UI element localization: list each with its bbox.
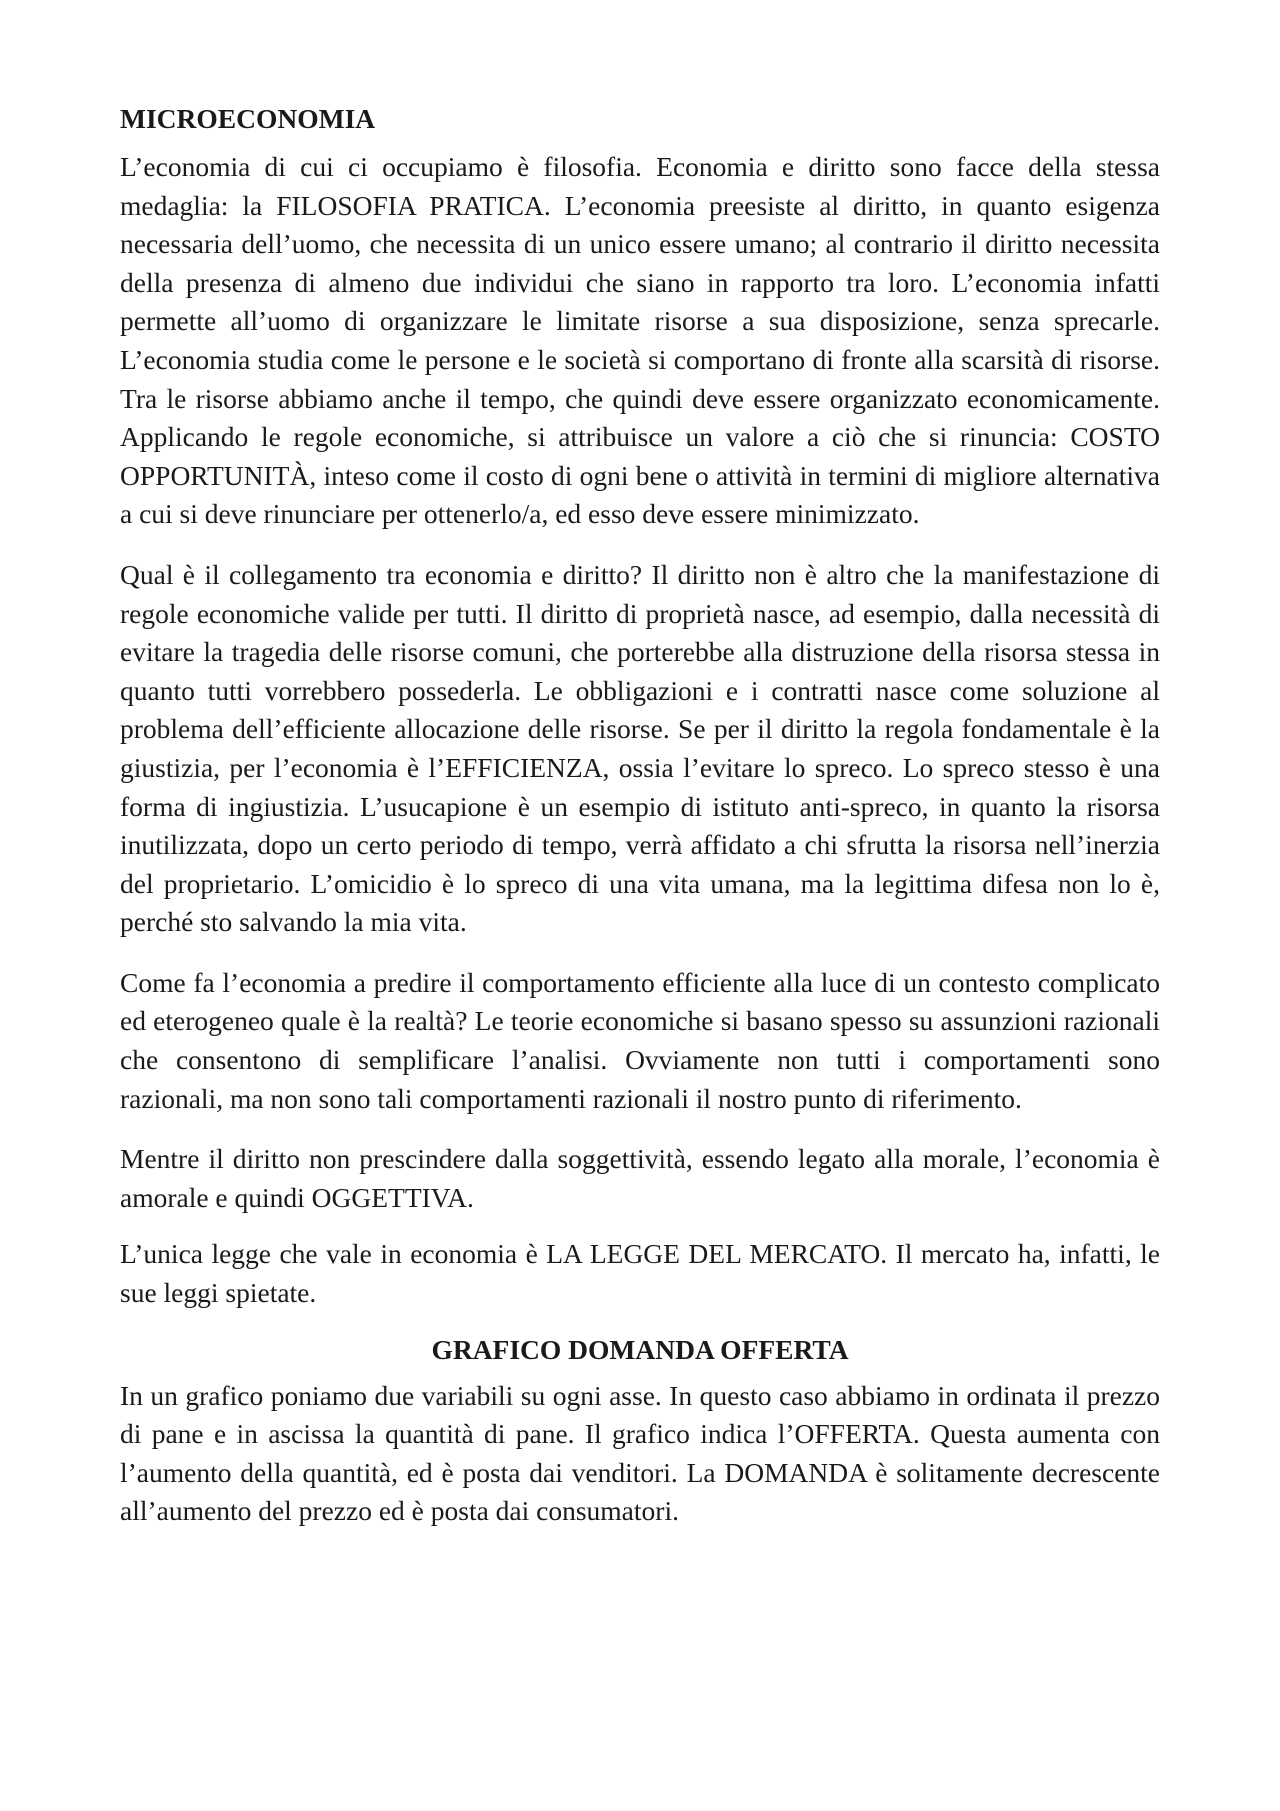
section-title: GRAFICO DOMANDA OFFERTA	[431, 1333, 849, 1365]
paragraph-market-law: L’unica legge che vale in economia è LA LEGGE DEL MERCATO. Il mercato ha, infatti, le sue leggi spietate.	[120, 1238, 1160, 1309]
paragraph-supply-demand: In un grafico poniamo due variabili su ogni asse. In questo caso abbiamo in ordinata il prezzo di pane e in ascissa la quantità di pane. Il grafico indica l’OFFERTA. Questa aumenta con l’aumento della quantità, ed è posta dai venditori. La DOMANDA è solitamente decrescente all’aumento del prezzo ed è posta dai consumatori.	[120, 1379, 1160, 1527]
paragraph-law-economy-link: Qual è il collegamento tra economia e diritto? Il diritto non è altro che la manifestazione di regole economiche valide per tutti. Il diritto di proprietà nasce, ad esempio, dalla necessità di evitare la tragedia delle risorse comuni, che porterebbe alla distruzione della risorsa stessa in quanto tutti vorrebbero possederla. Le obbligazioni e i contratti nasce come soluzione al problema dell’efficiente allocazione delle risorse. Se per il diritto la regola fondamentale è la giustizia, per l’economia è l’EFFICIENZA, ossia l’evitare lo spreco. Lo spreco stesso è una forma di ingiustizia. L’usucapione è un esempio di istituto anti-spreco, in quanto la risorsa inutilizzata, dopo un certo periodo di tempo, verrà affidato a chi sfrutta la risorsa nell’inerzia del proprietario. L’omicidio è lo spreco di una vita umana, ma la legittima difesa non lo è, perché sto salvando la mia vita.	[120, 558, 1160, 938]
paragraph-objectivity: Mentre il diritto non prescindere dalla soggettività, essendo legato alla morale, l’economia è amorale e quindi OGGETTIVA.	[120, 1143, 1160, 1213]
document-body	[120, 100, 1160, 1553]
paragraph-rational-assumptions: Come fa l’economia a predire il comportamento efficiente alla luce di un contesto complicato ed eterogeneo quale è la realtà? Le teorie economiche si basano spesso su assunzioni razionali che consentono di semplificare l’analisi. Ovviamente non tutti i comportamenti sono razionali, ma non sono tali comportamenti razionali il nostro punto di riferimento.	[120, 966, 1160, 1114]
document-title: MICROECONOMIA	[120, 103, 376, 134]
paragraph-intro: L’economia di cui ci occupiamo è filosofia. Economia e diritto sono facce della stessa medaglia: la FILOSOFIA PRATICA. L’economia preesiste al diritto, in quanto esigenza necessaria dell’uomo, che necessita di un unico essere umano; al contrario il diritto necessita della presenza di almeno due individui che siano in rapporto tra loro. L’economia infatti permette all’uomo di organizzare le limitate risorse a sua disposizione, senza sprecarle. L’economia studia come le persone e le società si comportano di fronte alla scarsità di risorse. Tra le risorse abbiamo anche il tempo, che quindi deve essere organizzato economicamente. Applicando le regole economiche, si attribuisce un valore a ciò che si rinuncia: COSTO OPPORTUNITÀ, inteso come il costo di ogni bene o attività in termini di migliore alternativa a cui si deve rinunciare per ottenerlo/a, ed esso deve essere minimizzato.	[120, 151, 1160, 530]
